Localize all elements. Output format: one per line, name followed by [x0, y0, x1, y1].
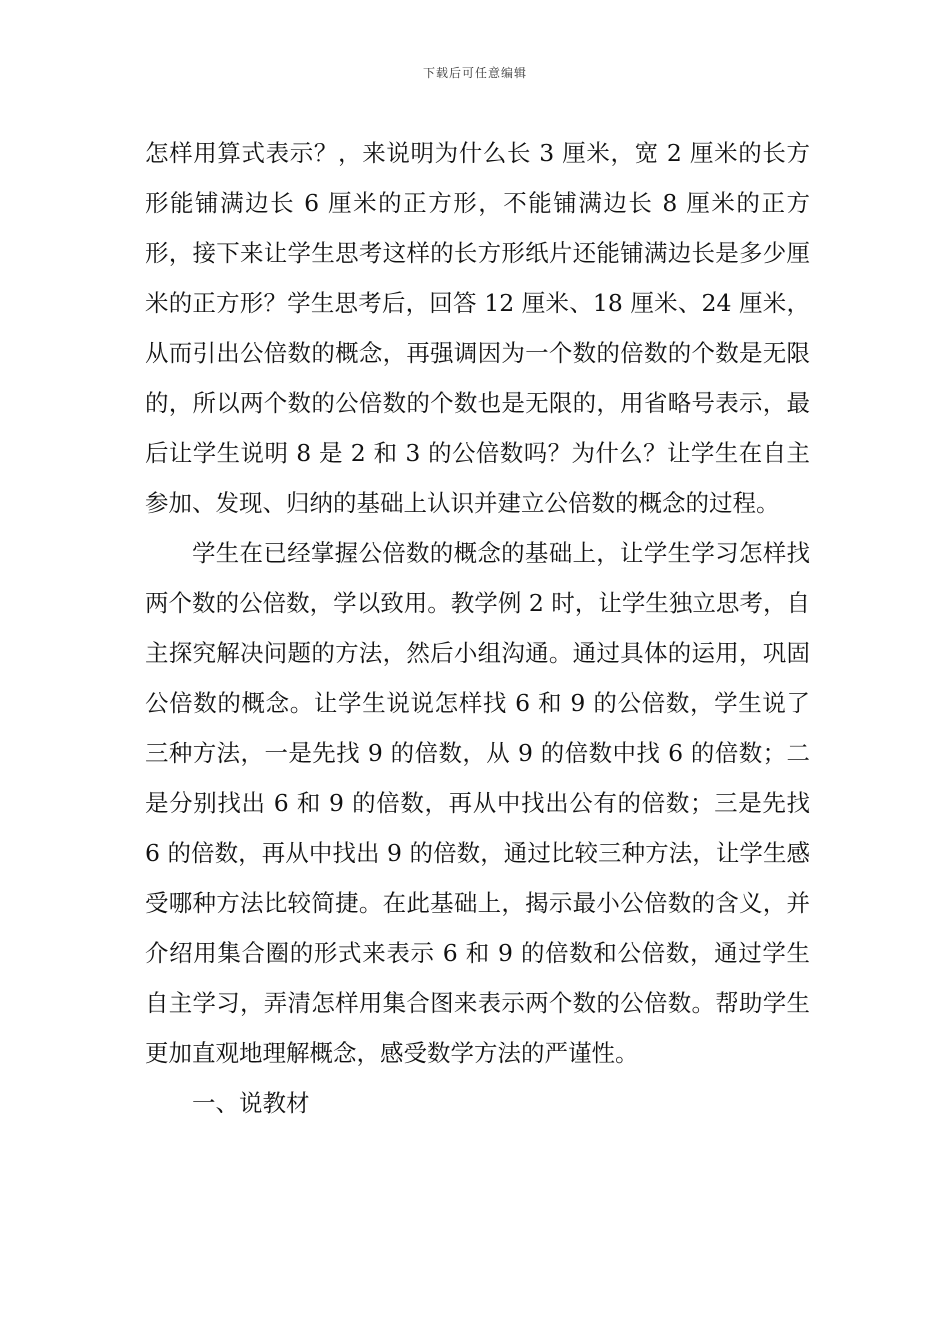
paragraph-common-multiple-teaching: 学生在已经掌握公倍数的概念的基础上，让学生学习怎样找两个数的公倍数，学以致用。教学例 2 时，让学生独立思考，自主探究解决问题的方法，然后小组沟通。通过具体的运用，巩固公倍数的概念。让学生说说怎样找 6 和 9 的公倍数，学生说了三种方法，一是先找 9 的倍数，从 9 的倍数中找 6 的倍数；二是分别找出 6 和 9 的倍数，再从中找出公有的倍数；三是先找 6 的倍数，再从中找出 9 的倍数，通过比较三种方法，让学生感受哪种方法比较简捷。在此基础上，揭示最小公倍数的含义，并介绍用集合圈的形式来表示 6 和 9 的倍数和公倍数，通过学生自主学习，弄清怎样用集合图来表示两个数的公倍数。帮助学生更加直观地理解概念，感受数学方法的严谨性。 [145, 539, 810, 1067]
paragraph-continuation: 怎样用算式表示？，来说明为什么长 3 厘米，宽 2 厘米的长方形能铺满边长 6 厘米的正方形，不能铺满边长 8 厘米的正方形，接下来让学生思考这样的长方形纸片还能铺满边长是多少厘米的正方形？学生思考后，回答 12 厘米、18 厘米、24 厘米，从而引出公倍数的概念，再强调因为一个数的倍数的个数是无限的，所以两个数的公倍数的个数也是无限的，用省略号表示，最后让学生说明 8 是 2 和 3 的公倍数吗？为什么？让学生在自主参加、发现、归纳的基础上认识并建立公倍数的概念的过程。 [145, 139, 810, 517]
section-heading-textbook: 一、说教材 [192, 1089, 310, 1117]
page-header: 下载后可任意编辑 [422, 66, 527, 80]
body-text [145, 128, 810, 1128]
